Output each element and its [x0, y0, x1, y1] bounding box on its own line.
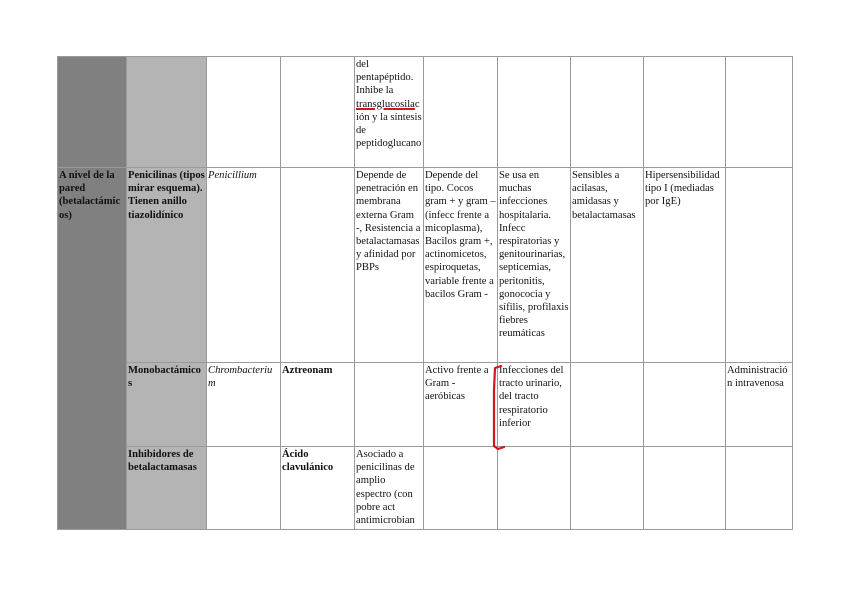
spectrum-cell: Depende del tipo. Cocos gram + y gram – (infecc frente a micoplasma), Bacilos gram +, actinomicetos, espiroquetas, variable frente a bacilos Gram - [424, 168, 498, 363]
origin-cell: Chrombacterium [207, 363, 281, 447]
mechanism-cell: Asociado a penicilinas de amplio espectro (con pobre act antimicrobian [355, 447, 424, 530]
family-cell: Monobactámicos [127, 363, 207, 447]
side-effects-cell: Hipersensibilidad tipo I (mediadas por IgE) [644, 168, 726, 363]
underlined-term: transglucosila [356, 98, 415, 110]
mechanism-text-post: ción y la síntesis de peptidoglucano [356, 98, 422, 150]
spectrum-cell [424, 57, 498, 168]
origin-cell: Penicillium [207, 168, 281, 363]
family-cell: Penicilinas (tipos mirar esquema). Tienen anillo tiazolidínico [127, 168, 207, 363]
spectrum-cell: Activo frente a Gram - aeróbicas [424, 363, 498, 447]
side-effects-cell [644, 447, 726, 530]
administration-cell [726, 447, 793, 530]
resistance-cell: Sensibles a acilasas, amidasas y betalactamasas [571, 168, 644, 363]
family-cell [127, 57, 207, 168]
drug-cell [281, 168, 355, 363]
resistance-cell [571, 447, 644, 530]
table-row [58, 447, 793, 530]
mechanism-text-pre: del pentapéptido. Inhibe la [356, 59, 414, 97]
drug-cell [281, 57, 355, 168]
administration-cell [726, 57, 793, 168]
mechanism-cell: Depende de penetración en membrana externa Gram -, Resistencia a betalactamasas y afinidad por PBPs [355, 168, 424, 363]
resistance-cell [571, 363, 644, 447]
spectrum-cell [424, 447, 498, 530]
origin-cell [207, 447, 281, 530]
antibiotics-table [57, 56, 793, 530]
table-row [58, 168, 793, 363]
uses-cell: Se usa en muchas infecciones hospitalaria. Infecc respiratorias y genitourinarias, septicemias, peritonitis, gonococia y sífilis, profilaxis fiebres reumáticas [498, 168, 571, 363]
category-cell: A nivel de la pared (betalactámicos) [58, 168, 127, 530]
mechanism-cell [355, 363, 424, 447]
table-row [58, 57, 793, 168]
origin-cell [207, 57, 281, 168]
drug-cell: Aztreonam [281, 363, 355, 447]
category-cell [58, 57, 127, 168]
uses-cell [498, 57, 571, 168]
side-effects-cell [644, 363, 726, 447]
administration-cell: Administración intravenosa [726, 363, 793, 447]
table-row [58, 363, 793, 447]
uses-cell: Infecciones del tracto urinario, del tracto respiratorio inferior [498, 363, 571, 447]
administration-cell [726, 168, 793, 363]
resistance-cell [571, 57, 644, 168]
drug-cell: Ácido clavulánico [281, 447, 355, 530]
side-effects-cell [644, 57, 726, 168]
family-cell: Inhibidores de betalactamasas [127, 447, 207, 530]
mechanism-cell [355, 57, 424, 168]
uses-cell [498, 447, 571, 530]
